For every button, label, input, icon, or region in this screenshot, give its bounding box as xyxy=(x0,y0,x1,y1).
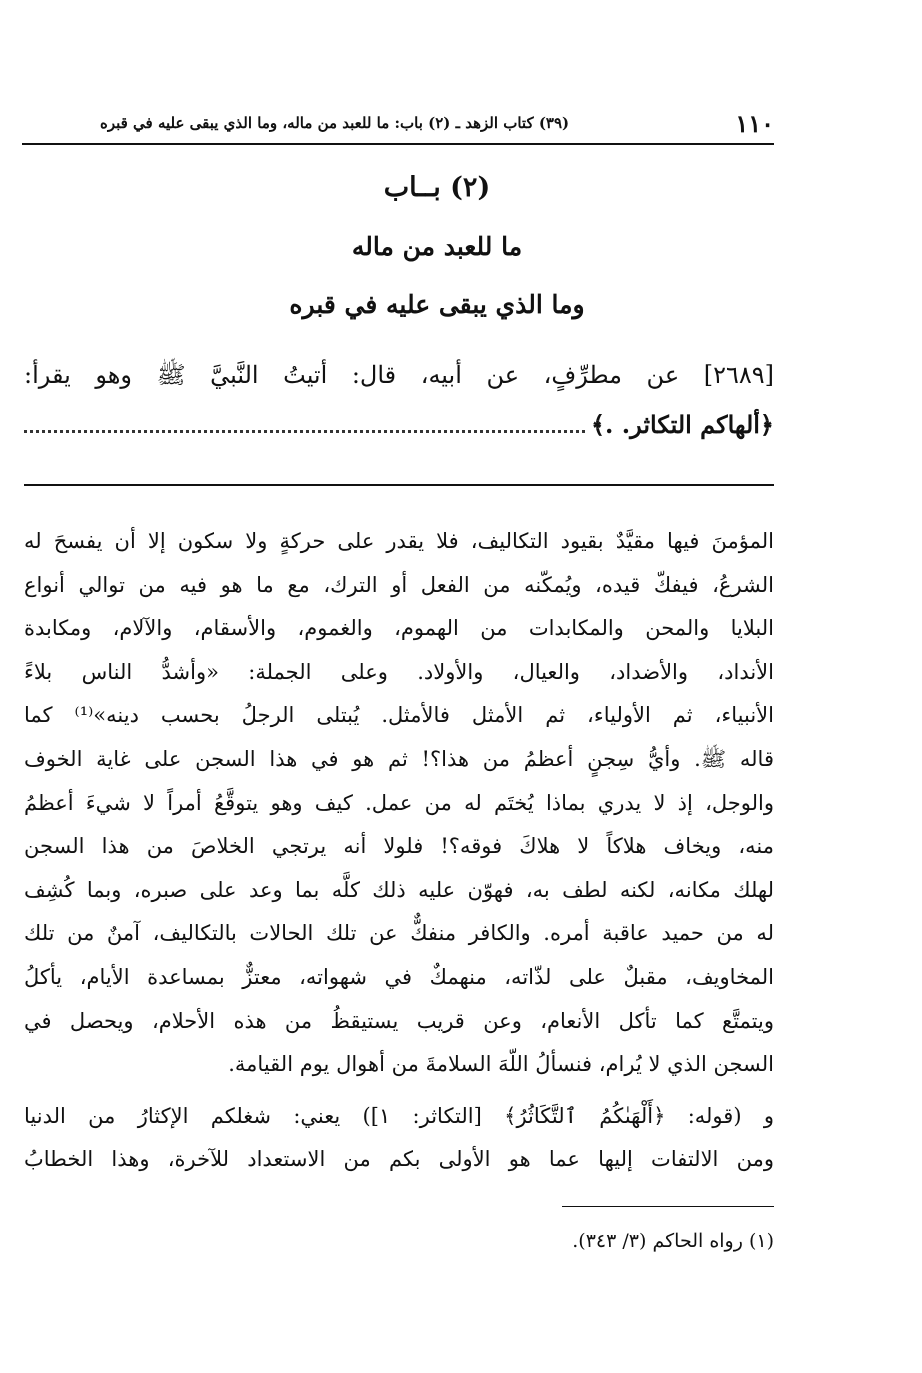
chapter-title-line1: ما للعبد من ماله xyxy=(351,232,523,261)
page-number: ١١٠ xyxy=(735,108,774,138)
running-title: (٣٩) كتاب الزهد ـ (٢) باب: ما للعبد من ماله، وما الذي يبقى عليه في قبره xyxy=(100,114,570,132)
commentary-line: ومن الالتفات إليها عما هو الأولى بكم من الاستعداد للآخرة، وهذا الخطابُ xyxy=(24,1147,774,1172)
commentary-line: المؤمنَ فيها مقيَّدٌ بقيود التكاليف، فلا يقدر على حركةٍ ولا سكون إلا أن يفسحَ له xyxy=(24,529,774,553)
commentary-line: و (قوله: ﴿أَلْهَىٰكُمُ ٱلتَّكَاثُرُ﴾ [التكاثر: ١]) يعني: شغلكم الإكثارُ من الدنيا xyxy=(24,1103,774,1128)
commentary-line: المخاويف، مقبلٌ على لذّاته، منهمكٌ في شهواته، معتزٌّ بمساعدة الأيام، يأكلُ xyxy=(24,964,774,989)
quran-quote: ﴿ألهاكم التكاثر. .﴾ xyxy=(590,410,774,439)
commentary-line: الشرعُ، فيفكّ قيده، ويُمكّنه من الفعل أو الترك، مع ما هو فيه من توالي أنواع xyxy=(24,572,774,597)
commentary-line: منه، ويخاف هلاكاً لا هلاكَ فوقه؟! فلولا أنه يرتجي الخلاصَ من هذا السجن xyxy=(24,834,774,859)
chapter-title-line2: وما الذي يبقى عليه في قبره xyxy=(289,290,585,319)
commentary-line: له من حميد عاقبة أمره. والكافر منفكٌّ عن تلك الحالات بالتكاليف، آمنٌ من تلك xyxy=(24,921,774,946)
commentary-line: لهلك مكانه، لكنه لطف به، فهوّن عليه ذلك كلَّه بما وعد على صبره، وبما كُشِف xyxy=(24,877,774,902)
hadith-text-line1: [٢٦٨٩] عن مطرِّفٍ، عن أبيه، قال: أتيتُ النَّبيَّ ﷺ وهو يقرأ: xyxy=(24,361,774,389)
commentary-line: السجن الذي لا يُرام، فنسألُ اللّهَ السلامةَ من أهوال يوم القيامة. xyxy=(228,1052,774,1077)
commentary-line: قاله ﷺ. وأيُّ سِجنٍ أعظمُ من هذا؟! ثم هو في هذا السجن على غاية الخوف xyxy=(24,746,774,771)
page-header xyxy=(100,108,774,138)
commentary-line: البلايا والمحن والمكابدات من الهموم، والغموم، والأسقام، والآلام، ومكابدة xyxy=(24,616,774,641)
dotted-leader xyxy=(24,416,585,433)
section-divider xyxy=(24,484,774,486)
chapter-label: (٢) بــاب xyxy=(383,172,491,203)
hadith-text-line2 xyxy=(24,410,774,439)
footnote: (١) رواه الحاكم (٣/ ٣٤٣). xyxy=(572,1230,774,1252)
header-divider xyxy=(22,143,774,145)
commentary-line: والوجل، إذ لا يدري بماذا يُختَم له من عمل. كيف وهو يتوقَّعُ أمراً لا شيءَ أعظمُ xyxy=(24,790,774,815)
commentary-line: الأنبياء، ثم الأولياء، ثم الأمثل فالأمثل. يُبتلى الرجلُ بحسب دينه»⁽¹⁾ كما xyxy=(24,703,774,728)
commentary-body xyxy=(24,520,774,1182)
commentary-line: الأنداد، والأضداد، والعيال، والأولاد. وعلى الجملة: «وأشدُّ الناس بلاءً xyxy=(24,659,774,684)
footnote-divider xyxy=(562,1206,774,1207)
commentary-line: ويتمتَّع كما تأكل الأنعام، وعن قريب يستيقظُ من هذه الأحلام، ويحصل في xyxy=(24,1008,774,1033)
